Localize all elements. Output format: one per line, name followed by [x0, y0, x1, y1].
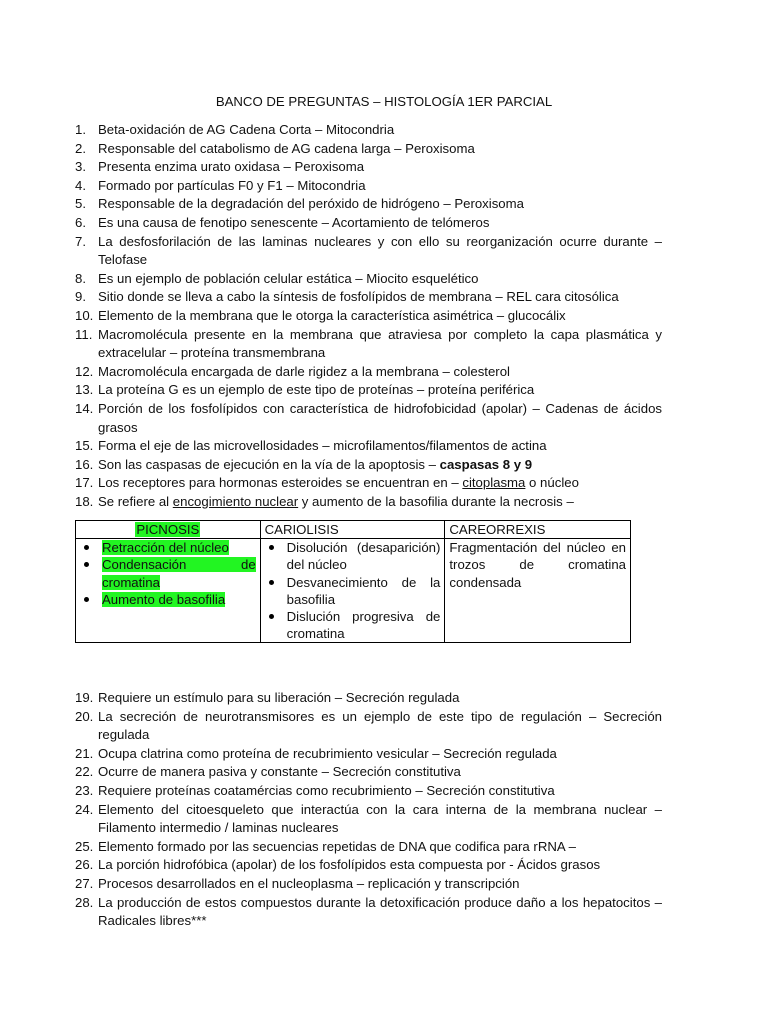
- item-text: Son las caspasas de ejecución en la vía de la apoptosis –: [98, 456, 440, 472]
- item-number: 15.: [75, 438, 94, 454]
- list-item: [75, 894, 662, 931]
- cell-picnosis: [76, 539, 261, 643]
- list-item: [75, 363, 662, 382]
- list-item: [75, 307, 662, 326]
- item-text: La desfosforilación de las laminas nucleares y con ello su reorganización ocurre durante – Telofase: [98, 233, 662, 268]
- item-text: Sitio donde se lleva a cabo la síntesis de fosfolípidos de membrana – REL cara citosólica: [98, 289, 619, 305]
- item-number: 10.: [75, 307, 94, 323]
- item-number: 11.: [75, 326, 93, 342]
- item-text: Forma el eje de las microvellosidades – microfilamentos/filamentos de actina: [98, 438, 547, 454]
- list-item: [75, 158, 662, 177]
- question-list-part2: [75, 689, 662, 931]
- table-header-row: [76, 521, 631, 539]
- item-text: Beta-oxidación de AG Cadena Corta – Mitocondria: [98, 122, 395, 137]
- item-answer-bold: caspasas 8 y 9: [439, 456, 533, 472]
- cell-cariolisis: [260, 539, 445, 643]
- list-item: [80, 539, 256, 556]
- item-number: 16.: [75, 456, 94, 472]
- header-careorrexis: CAREORREXIS: [445, 521, 631, 539]
- list-item: [265, 539, 441, 573]
- list-item: [75, 689, 662, 708]
- item-text: La proteína G es un ejemplo de este tipo de proteínas – proteína periférica: [98, 382, 535, 398]
- item-number: 23.: [75, 782, 94, 798]
- item-text: Ocurre de manera pasiva y constante – Secreción constitutiva: [98, 764, 461, 780]
- item-text-tail: o núcleo: [525, 475, 579, 491]
- item-number: 6.: [75, 214, 86, 230]
- list-item: [75, 763, 662, 782]
- item-text: Requiere un estímulo para su liberación – Secreción regulada: [98, 690, 460, 705]
- item-number: 20.: [75, 708, 94, 724]
- list-item: [265, 608, 441, 642]
- item-number: 21.: [75, 745, 94, 761]
- table-row: [76, 539, 631, 643]
- document-title: BANCO DE PREGUNTAS – HISTOLOGÍA 1ER PARCIAL: [215, 94, 553, 109]
- cariolisis-list: [265, 539, 441, 642]
- item-text: Requiere proteínas coatamércias como recubrimiento – Secreción constitutiva: [98, 782, 555, 798]
- item-number: 17.: [75, 475, 94, 491]
- header-picnosis: [76, 521, 261, 539]
- list-item: [75, 474, 662, 493]
- list-item: [75, 875, 662, 894]
- bullet-text: Retracción del núcleo: [102, 540, 229, 556]
- item-number: 27.: [75, 875, 94, 891]
- item-text-tail: y aumento de la basofilia durante la necrosis –: [298, 493, 574, 509]
- item-text: Ocupa clatrina como proteína de recubrimiento vesicular – Secreción regulada: [98, 745, 557, 761]
- header-cariolisis: CARIOLISIS: [260, 521, 445, 539]
- item-number: 13.: [75, 382, 94, 398]
- item-text: Presenta enzima urato oxidasa – Peroxisoma: [98, 159, 365, 175]
- list-item: [75, 801, 662, 838]
- item-text: Procesos desarrollados en el nucleoplasma – replicación y transcripción: [98, 875, 520, 891]
- bullet-text: Aumento de basofilia: [102, 591, 226, 607]
- list-item: [75, 456, 662, 475]
- item-text: Porción de los fosfolípidos con característica de hidrofobicidad (apolar) – Cadenas de ácidos grasos: [98, 400, 662, 435]
- list-item: [75, 326, 662, 363]
- item-text: Elemento del citoesqueleto que interactúa con la cara interna de la membrana nuclear – Filamento intermedio / laminas nucleares: [98, 801, 662, 836]
- item-number: 19.: [75, 690, 94, 705]
- list-item: [75, 493, 662, 512]
- cell-careorrexis: Fragmentación del núcleo en trozos de cromatina condensada: [445, 539, 631, 643]
- list-item: [75, 708, 662, 745]
- list-item: [75, 437, 662, 456]
- item-text: La porción hidrofóbica (apolar) de los fosfolípidos esta compuesta por - Ácidos grasos: [98, 857, 601, 873]
- item-number: 2.: [75, 140, 86, 156]
- list-item: [75, 214, 662, 233]
- item-number: 5.: [75, 196, 86, 212]
- item-number: 1.: [75, 122, 86, 137]
- item-number: 9.: [75, 289, 86, 305]
- list-item: [75, 400, 662, 437]
- item-underlined-term: encogimiento nuclear: [172, 493, 299, 509]
- bullet-text: Dislución progresiva de cromatina: [286, 609, 441, 642]
- header-label: PICNOSIS: [136, 522, 200, 537]
- item-text: Los receptores para hormonas esteroides se encuentran en –: [98, 475, 463, 491]
- list-item: [75, 121, 662, 140]
- list-item: [75, 782, 662, 801]
- item-answer-underlined: citoplasma: [462, 475, 526, 491]
- list-item: [75, 856, 662, 875]
- list-item: [75, 288, 662, 307]
- item-text: Responsable del catabolismo de AG cadena larga – Peroxisoma: [98, 140, 475, 156]
- list-item: [75, 745, 662, 764]
- bullet-text: Condensación de cromatina: [102, 557, 256, 590]
- item-number: 28.: [75, 894, 94, 910]
- item-text: Formado por partículas F0 y F1 – Mitocondria: [98, 177, 366, 193]
- list-item: [80, 591, 256, 608]
- item-text: La producción de estos compuestos durante la detoxificación produce daño a los hepatocitos – Radicales libres***: [98, 894, 662, 929]
- list-item: [75, 195, 662, 214]
- picnosis-list: [80, 539, 256, 608]
- item-number: 22.: [75, 764, 94, 780]
- list-item: [75, 381, 662, 400]
- item-text: La secreción de neurotransmisores es un ejemplo de este tipo de regulación – Secreción regulada: [98, 708, 662, 743]
- list-item: [75, 233, 662, 270]
- item-text: Macromolécula encargada de darle rigidez a la membrana – colesterol: [98, 363, 510, 379]
- item-number: 18.: [75, 493, 94, 509]
- list-item: [75, 140, 662, 159]
- item-text: Responsable de la degradación del peróxido de hidrógeno – Peroxisoma: [98, 196, 524, 212]
- item-text: Es un ejemplo de población celular estática – Miocito esquelético: [98, 270, 479, 286]
- item-number: 8.: [75, 270, 86, 286]
- list-item: [75, 838, 662, 857]
- bullet-text: Desvanecimiento de la basofilia: [286, 574, 441, 607]
- question-list-part1: [75, 121, 662, 511]
- item-text: Es una causa de fenotipo senescente – Acortamiento de telómeros: [98, 214, 490, 230]
- list-item: [80, 556, 256, 590]
- item-number: 3.: [75, 159, 86, 175]
- item-text: Elemento de la membrana que le otorga la característica asimétrica – glucocálix: [98, 307, 566, 323]
- item-number: 4.: [75, 177, 86, 193]
- item-number: 7.: [75, 233, 86, 249]
- item-number: 25.: [75, 838, 94, 854]
- list-item: [75, 270, 662, 289]
- item-number: 26.: [75, 857, 94, 873]
- list-item: [75, 177, 662, 196]
- item-text: Se refiere al: [98, 493, 173, 509]
- item-number: 24.: [75, 801, 94, 817]
- item-text: Elemento formado por las secuencias repetidas de DNA que codifica para rRNA –: [98, 838, 576, 854]
- list-item: [265, 574, 441, 608]
- bullet-text: Disolución (desaparición) del núcleo: [286, 540, 441, 573]
- item-number: 12.: [75, 363, 94, 379]
- necrosis-table: [75, 520, 631, 643]
- item-text: Macromolécula presente en la membrana que atraviesa por completo la capa plasmática y extracelular – proteína transmembrana: [98, 326, 662, 361]
- item-number: 14.: [75, 400, 94, 416]
